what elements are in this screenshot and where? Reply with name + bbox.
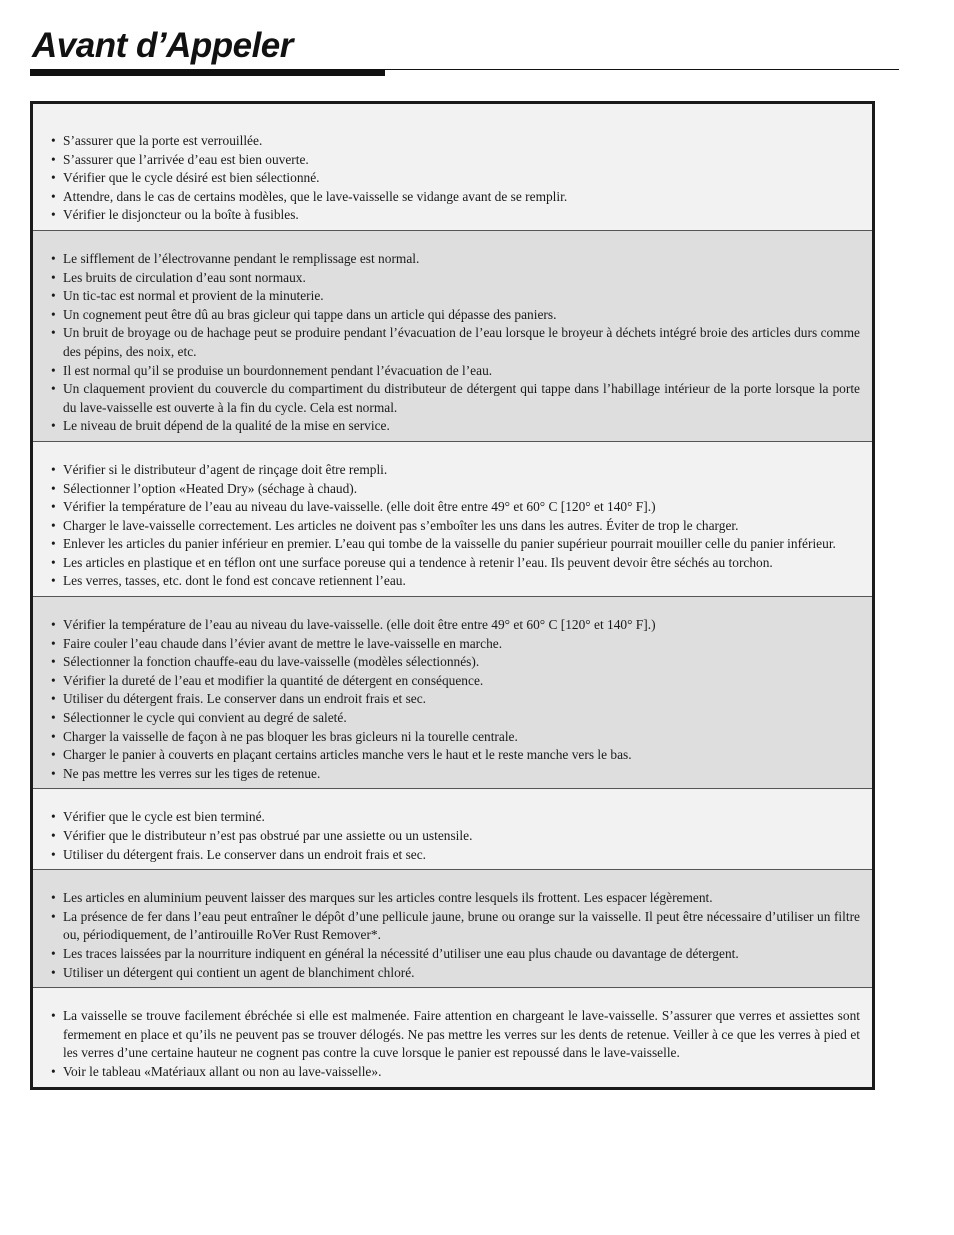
list-item: • Sélectionner la fonction chauffe-eau du lave-vaisselle (modèles sélectionnés). xyxy=(50,653,860,672)
checklist xyxy=(50,461,860,591)
section-noise xyxy=(33,230,872,441)
list-item: • Vérifier la température de l’eau au niveau du lave-vaisselle. (elle doit être entre 49° et 60° C [120° et 140° F].) xyxy=(50,498,860,517)
checklist xyxy=(50,889,860,982)
section-stains-and-marks xyxy=(33,869,872,987)
section-washing-results xyxy=(33,596,872,788)
list-item: • Voir le tableau «Matériaux allant ou non au lave-vaisselle». xyxy=(50,1063,860,1082)
list-item: • Faire couler l’eau chaude dans l’évier avant de mettre le lave-vaisselle en marche. xyxy=(50,635,860,654)
list-item: • Utiliser du détergent frais. Le conserver dans un endroit frais et sec. xyxy=(50,690,860,709)
list-item: • Sélectionner l’option «Heated Dry» (séchage à chaud). xyxy=(50,480,860,499)
list-item: • Sélectionner le cycle qui convient au degré de saleté. xyxy=(50,709,860,728)
list-item: • Les articles en plastique et en téflon ont une surface poreuse qui a tendence à retenir l’eau. Ils peuvent devoir être séchés au torchon. xyxy=(50,554,860,573)
list-item: • Vérifier la dureté de l’eau et modifier la quantité de détergent en conséquence. xyxy=(50,672,860,691)
list-item: • Charger le panier à couverts en plaçant certains articles manche vers le haut et le reste manche vers le bas. xyxy=(50,746,860,765)
troubleshooting-table xyxy=(30,101,875,1090)
list-item: • Vérifier que le cycle est bien terminé. xyxy=(50,808,860,827)
page-title: Avant d’Appeler xyxy=(32,26,293,65)
list-item: • Le sifflement de l’électrovanne pendant le remplissage est normal. xyxy=(50,250,860,269)
list-item: • S’assurer que l’arrivée d’eau est bien ouverte. xyxy=(50,151,860,170)
section-dishwasher-will-not-run xyxy=(33,104,872,230)
list-item: • Les articles en aluminium peuvent laisser des marques sur les articles contre lesquels ils frottent. Les espacer légèrement. xyxy=(50,889,860,908)
list-item: • Vérifier le disjoncteur ou la boîte à fusibles. xyxy=(50,206,860,225)
list-item: • La vaisselle se trouve facilement ébréchée si elle est malmenée. Faire attention en chargeant le lave-vaisselle. S’assurer que verres et assiettes sont fermement en place et qu’ils ne peuvent pas se trouver délogés. Ne pas mettre les verres sur les dents de retenue. Veiller à ce que les verres à pied et les verres d’une certaine hauteur ne cognent pas contre la cuve lorsque le panier est repoussé dans le lave-vaisselle. xyxy=(50,1007,860,1063)
list-item: • Un claquement provient du couvercle du compartiment du distributeur de détergent qui tappe dans l’habillage intérieur de la porte lorsque la porte du lave-vaisselle est ouverte à la fin du cycle. Cela est normal. xyxy=(50,380,860,417)
list-item: • Un tic-tac est normal et provient de la minuterie. xyxy=(50,287,860,306)
section-drying xyxy=(33,441,872,596)
list-item: • Il est normal qu’il se produise un bourdonnement pendant l’évacuation de l’eau. xyxy=(50,362,860,381)
list-item: • Un bruit de broyage ou de hachage peut se produire pendant l’évacuation de l’eau lorsque le broyeur à déchets intégré broie des articles durs comme des pépins, des noix, etc. xyxy=(50,324,860,361)
checklist xyxy=(50,132,860,225)
list-item: • Attendre, dans le cas de certains modèles, que le lave-vaisselle se vidange avant de se remplir. xyxy=(50,188,860,207)
checklist xyxy=(50,1007,860,1081)
list-item: • Vérifier que le distributeur n’est pas obstrué par une assiette ou un ustensile. xyxy=(50,827,860,846)
list-item: • Charger le lave-vaisselle correctement. Les articles ne doivent pas s’emboîter les uns dans les autres. Éviter de trop le charger. xyxy=(50,517,860,536)
section-detergent-dispenser xyxy=(33,788,872,869)
list-item: • Charger la vaisselle de façon à ne pas bloquer les bras gicleurs ni la tourelle centrale. xyxy=(50,728,860,747)
list-item: • Les verres, tasses, etc. dont le fond est concave retiennent l’eau. xyxy=(50,572,860,591)
checklist xyxy=(50,808,860,864)
list-item: • Le niveau de bruit dépend de la qualité de la mise en service. xyxy=(50,417,860,436)
list-item: • Utiliser du détergent frais. Le conserver dans un endroit frais et sec. xyxy=(50,846,860,865)
list-item: • Les bruits de circulation d’eau sont normaux. xyxy=(50,269,860,288)
header-rule-thick xyxy=(30,70,385,76)
list-item: • Vérifier la température de l’eau au niveau du lave-vaisselle. (elle doit être entre 49° et 60° C [120° et 140° F].) xyxy=(50,616,860,635)
list-item: • Vérifier si le distributeur d’agent de rinçage doit être rempli. xyxy=(50,461,860,480)
list-item: • Utiliser un détergent qui contient un agent de blanchiment chloré. xyxy=(50,964,860,983)
list-item: • Un cognement peut être dû au bras gicleur qui tappe dans un article qui dépasse des paniers. xyxy=(50,306,860,325)
checklist xyxy=(50,250,860,436)
list-item: • Vérifier que le cycle désiré est bien sélectionné. xyxy=(50,169,860,188)
list-item: • Ne pas mettre les verres sur les tiges de retenue. xyxy=(50,765,860,784)
checklist xyxy=(50,616,860,783)
list-item: • Enlever les articles du panier inférieur en premier. L’eau qui tombe de la vaisselle du panier supérieur pourrait mouiller celle du panier inférieur. xyxy=(50,535,860,554)
list-item: • S’assurer que la porte est verrouillée. xyxy=(50,132,860,151)
list-item: • La présence de fer dans l’eau peut entraîner le dépôt d’une pellicule jaune, brune ou orange sur la vaisselle. Il peut être nécessaire d’utiliser un filtre ou, périodiquement, de l’antirouille RoVer Rust Remover*. xyxy=(50,908,860,945)
section-chipping xyxy=(33,987,872,1086)
list-item: • Les traces laissées par la nourriture indiquent en général la nécessité d’utiliser une eau plus chaude ou davantage de détergent. xyxy=(50,945,860,964)
